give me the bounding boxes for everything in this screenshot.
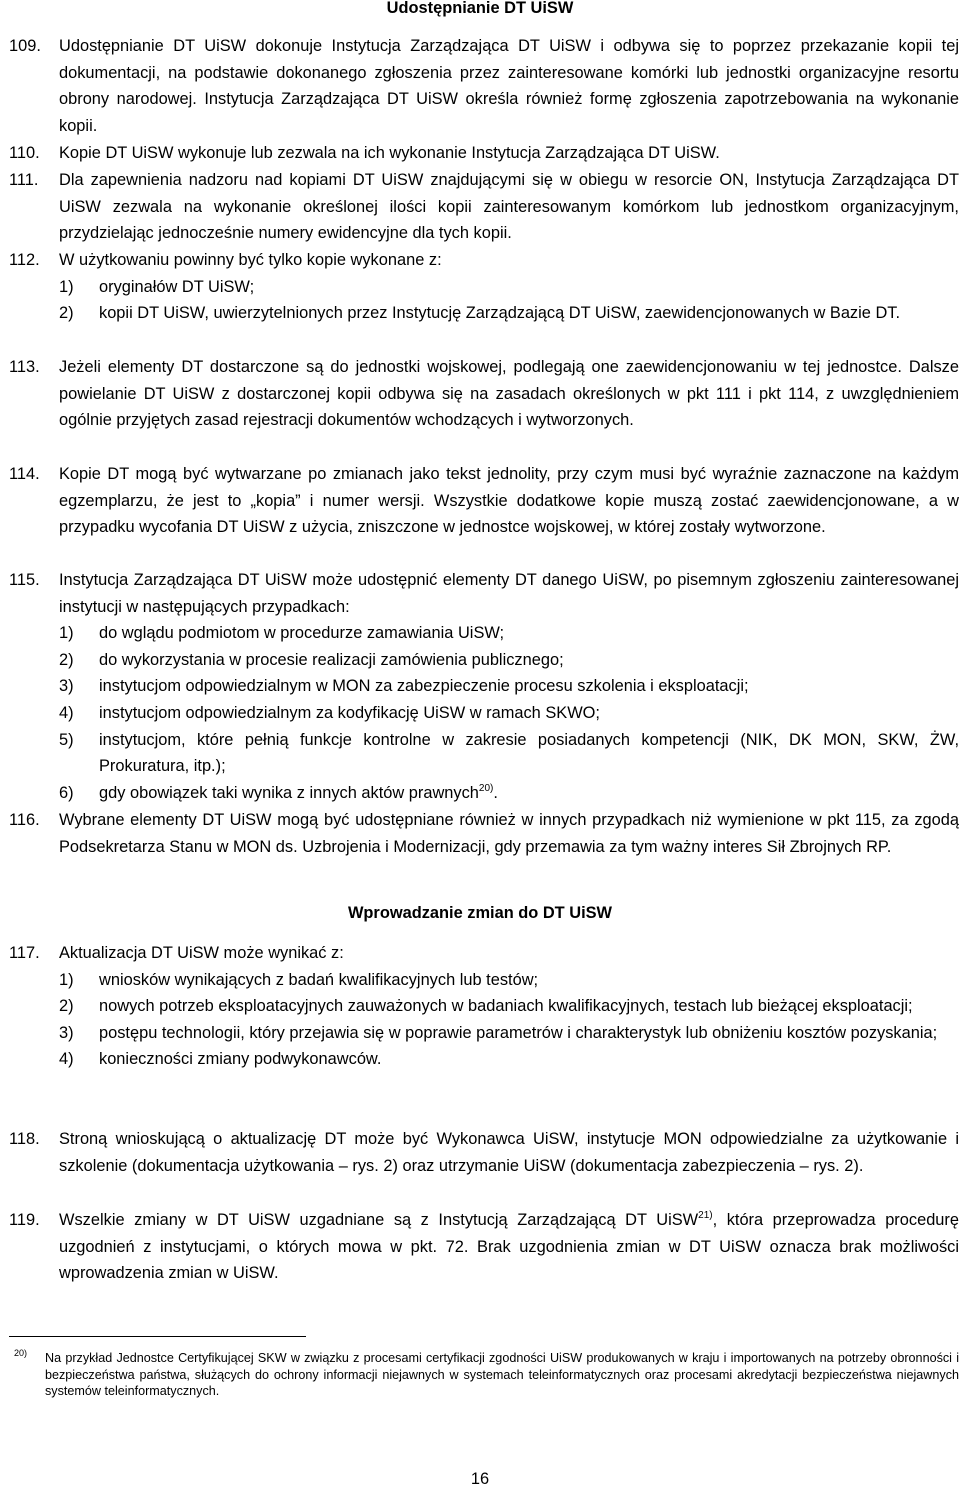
paragraph-list bbox=[59, 274, 959, 327]
paragraph-text: W użytkowaniu powinny być tylko kopie wykonane z: bbox=[59, 251, 442, 269]
paragraph-111 bbox=[9, 167, 959, 247]
paragraph-number: 112. bbox=[9, 251, 40, 269]
list-item-text: do wglądu podmiotom w procedurze zamawiania UiSW; bbox=[99, 624, 505, 643]
list-item-text: kopii DT UiSW, uwierzytelnionych przez Instytucję Zarządzającą DT UiSW, zaewidencjonowanych w Bazie DT. bbox=[99, 304, 901, 323]
footnote-ref-20: 20) bbox=[478, 782, 494, 794]
paragraph-119 bbox=[9, 1207, 959, 1287]
paragraph-118 bbox=[9, 1126, 959, 1179]
paragraph-text: Kopie DT UiSW wykonuje lub zezwala na ich wykonanie Instytucja Zarządzająca DT UiSW. bbox=[59, 144, 720, 162]
paragraph-text: Aktualizacja DT UiSW może wynikać z: bbox=[59, 944, 344, 962]
list-item-text: konieczności zmiany podwykonawców. bbox=[99, 1050, 382, 1069]
list-item-text: do wykorzystania w procesie realizacji zamówienia publicznego; bbox=[99, 650, 564, 669]
list-item bbox=[59, 1020, 959, 1047]
list-item bbox=[59, 274, 959, 301]
paragraph-text: Instytucja Zarządzająca DT UiSW może udostępnić elementy DT danego UiSW, po pisemnym zgłoszeniu zainteresowanej instytucji w następujących przypadkach: bbox=[59, 571, 959, 616]
list-item-number: 2) bbox=[59, 997, 74, 1016]
list-item-text: postępu technologii, który przejawia się w poprawie parametrów i charakterystyk lub obniżeniu kosztów pozyskania; bbox=[99, 1023, 938, 1042]
list-item-text: oryginałów DT UiSW; bbox=[99, 277, 255, 296]
list-item-number: 2) bbox=[59, 650, 74, 669]
list-item bbox=[59, 967, 959, 994]
list-item-number: 6) bbox=[59, 783, 74, 802]
footnote-ref-21: 21) bbox=[698, 1210, 713, 1221]
page-number: 16 bbox=[470, 1470, 490, 1488]
list-item-text-end: . bbox=[493, 783, 498, 802]
paragraph-number: 117. bbox=[9, 944, 40, 962]
paragraph-text: Dla zapewnienia nadzoru nad kopiami DT UiSW znajdującymi się w obiegu w resorcie ON, Instytucja Zarządzająca DT UiSW zezwala na wykonanie określonej ilości kopii zainteresowanym komórkom lub jednostkom organizacyjnym, przydzielając jednocześnie numery ewidencyjne dla tych kopii. bbox=[59, 171, 959, 243]
paragraph-113 bbox=[9, 354, 959, 434]
list-item-number: 5) bbox=[59, 730, 74, 749]
paragraph-list bbox=[59, 967, 959, 1073]
paragraph-117 bbox=[9, 940, 959, 1073]
list-item bbox=[59, 727, 959, 780]
list-item-number: 1) bbox=[59, 624, 74, 643]
paragraph-number: 115. bbox=[9, 571, 40, 589]
list-item-number: 1) bbox=[59, 277, 74, 296]
list-item-text: nowych potrzeb eksploatacyjnych zauważonych w badaniach kwalifikacyjnych, testach lub bieżącej eksploatacji; bbox=[99, 997, 913, 1016]
section-heading-sharing: Udostępnianie DT UiSW bbox=[386, 0, 574, 17]
list-item bbox=[59, 647, 959, 674]
paragraph-list bbox=[59, 620, 959, 806]
paragraph-text: Wybrane elementy DT UiSW mogą być udostępniane również w innych przypadkach niż wymienione w pkt 115, za zgodą Podsekretarza Stanu w MON ds. Uzbrojenia i Modernizacji, gdy przemawia za tym ważny interes Sił Zbrojnych RP. bbox=[59, 811, 959, 856]
paragraph-116 bbox=[9, 807, 959, 860]
list-item bbox=[59, 780, 959, 807]
list-item-text: instytucjom odpowiedzialnym za kodyfikację UiSW w ramach SKWO; bbox=[99, 703, 600, 722]
paragraph-number: 114. bbox=[9, 465, 40, 483]
paragraph-text bbox=[59, 1207, 959, 1287]
list-item-text: wniosków wynikających z badań kwalifikacyjnych lub testów; bbox=[99, 970, 539, 989]
list-item-text: instytucjom, które pełnią funkcje kontrolne w zakresie posiadanych kompetencji (NIK, DK MON, SKW, ŻW, Prokuratura, itp.); bbox=[99, 730, 959, 776]
paragraph-number: 110. bbox=[9, 144, 40, 162]
list-item bbox=[59, 300, 959, 327]
paragraph-text-main: Wszelkie zmiany w DT UiSW uzgadniane są z Instytucją Zarządzającą DT UiSW bbox=[59, 1211, 699, 1229]
list-item-number: 1) bbox=[59, 970, 74, 989]
section-heading-changes: Wprowadzanie zmian do DT UiSW bbox=[347, 904, 613, 922]
paragraph-number: 111. bbox=[9, 171, 39, 189]
list-item-number: 3) bbox=[59, 677, 74, 696]
list-item bbox=[59, 1046, 959, 1073]
footnote-mark: 20) bbox=[14, 1348, 28, 1358]
list-item-number: 3) bbox=[59, 1023, 74, 1042]
paragraph-115 bbox=[9, 567, 959, 806]
list-item bbox=[59, 993, 959, 1020]
list-item-number: 4) bbox=[59, 703, 74, 722]
paragraph-112 bbox=[9, 247, 959, 327]
paragraph-110 bbox=[9, 140, 959, 167]
paragraph-number: 118. bbox=[9, 1130, 40, 1148]
paragraph-text-end: , która przeprowadza procedurę uzgodnień z instytucjami, o których mowa w pkt. 72. Brak uzgodnienia zmian w DT UiSW oznacza brak możliwości wprowadzenia zmian w UiSW. bbox=[59, 1211, 959, 1283]
footnote-20 bbox=[9, 1350, 959, 1400]
paragraph-text: Stroną wnioskującą o aktualizację DT może być Wykonawca UiSW, instytucje MON odpowiedzialne za użytkowanie i szkolenie (dokumentacja użytkowania – rys. 2) oraz utrzymanie UiSW (dokumentacja zabezpieczenia – rys. 2). bbox=[59, 1130, 959, 1175]
list-item bbox=[59, 673, 959, 700]
list-item-number: 2) bbox=[59, 304, 74, 323]
paragraph-114 bbox=[9, 461, 959, 541]
paragraph-number: 113. bbox=[9, 358, 40, 376]
paragraph-109 bbox=[9, 33, 959, 139]
footnote-text: Na przykład Jednostce Certyfikującej SKW w związku z procesami certyfikacji zgodności UiSW produkowanych w kraju i importowanych na potrzeby obronności i bezpieczeństwa państwa, służących do ochrony informacji niejawnych w systemach teleinformatycznych oraz procesami akredytacji bezpieczeństwa niejawnych systemów teleinformatycznych. bbox=[45, 1351, 959, 1398]
paragraph-text: Kopie DT mogą być wytwarzane po zmianach jako tekst jednolity, przy czym musi być wyraźnie zaznaczone na każdym egzemplarzu, że jest to „kopia” i numer wersji. Wszystkie dodatkowe kopie muszą zostać zaewidencjonowane, a w przypadku wycofania DT UiSW z użycia, zniszczone w jednostce wojskowej, w której zostały wytworzone. bbox=[59, 465, 959, 537]
list-item bbox=[59, 700, 959, 727]
paragraph-number: 109. bbox=[9, 37, 41, 55]
paragraph-number: 119. bbox=[9, 1211, 40, 1229]
list-item-text-main: gdy obowiązek taki wynika z innych aktów prawnych bbox=[99, 783, 479, 802]
list-item-text bbox=[99, 780, 959, 807]
list-item-text: instytucjom odpowiedzialnym w MON za zabezpieczenie procesu szkolenia i eksploatacji; bbox=[99, 677, 749, 696]
footnote-separator bbox=[9, 1336, 306, 1337]
list-item bbox=[59, 620, 959, 647]
paragraph-text: Jeżeli elementy DT dostarczone są do jednostki wojskowej, podlegają one zaewidencjonowaniu w tej jednostce. Dalsze powielanie DT UiSW z dostarczonej kopii odbywa się na zasadach określonych w pkt 111 i pkt 114, z uwzględnieniem ogólnie przyjętych zasad rejestracji dokumentów wchodzących i wytworzonych. bbox=[59, 358, 959, 430]
paragraph-number: 116. bbox=[9, 811, 40, 829]
list-item-number: 4) bbox=[59, 1050, 74, 1069]
paragraph-text: Udostępnianie DT UiSW dokonuje Instytucja Zarządzająca DT UiSW i odbywa się to poprzez przekazanie kopii tej dokumentacji, na podstawie dokonanego zgłoszenia przez zainteresowane komórki lub jednostki organizacyjne resortu obrony narodowej. Instytucja Zarządzająca DT UiSW określa również formę zgłoszenia zapotrzebowania na wykonanie kopii. bbox=[59, 37, 959, 135]
